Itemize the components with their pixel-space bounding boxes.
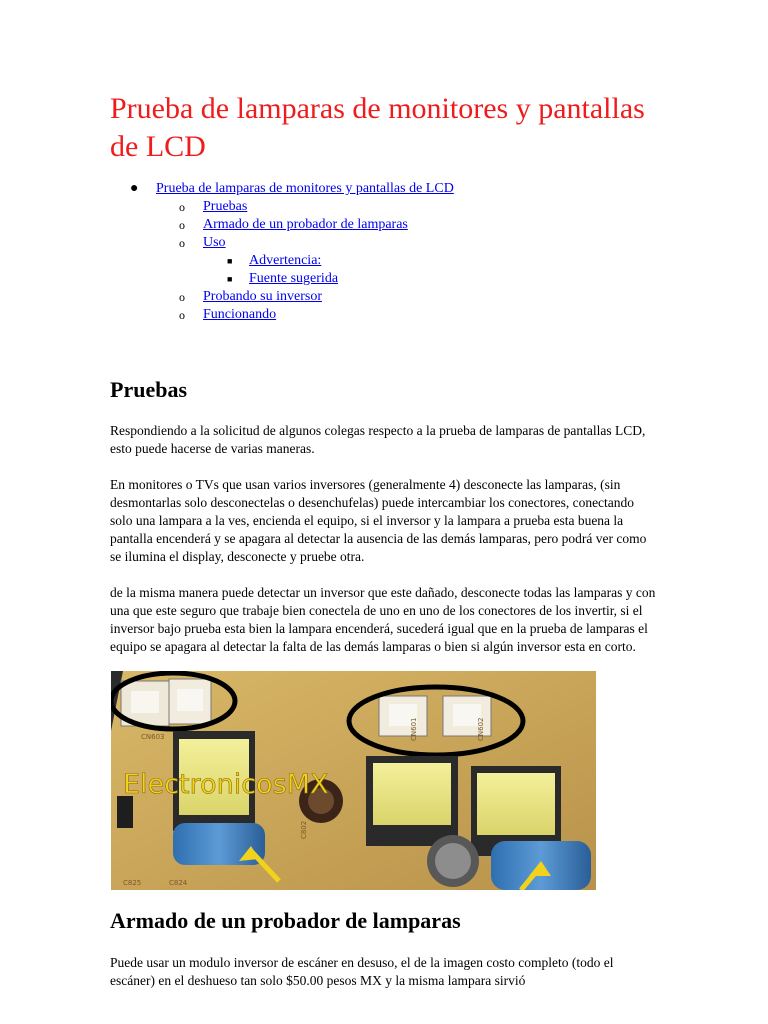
section-heading-pruebas: Pruebas bbox=[110, 377, 187, 402]
toc-item bbox=[110, 180, 454, 198]
page-title: Prueba de lamparas de monitores y pantallas de LCD bbox=[110, 92, 645, 163]
toc-item bbox=[110, 234, 454, 252]
bullet-circle-icon: o bbox=[179, 290, 185, 304]
paragraph: En monitores o TVs que usan varios inversores (generalmente 4) desconecte las lamparas, (sin desmontarlas solo desconectelas o desenchufelas) puede intercambiar los conectores, conectando solo una lampara a la ves, encienda el equipo, si el inversor y la lampara a prueba esta buena la pantalla encenderá y se apagara al detectar la ausencia de las demás lamparas, pero podrá ver como se ilumina el display, desconecte y pruebe otra. bbox=[110, 477, 647, 564]
bullet-square-icon: ■ bbox=[227, 274, 233, 284]
section-heading-armado: Armado de un probador de lamparas bbox=[110, 908, 461, 933]
toc-item bbox=[110, 306, 454, 324]
paragraph: Puede usar un modulo inversor de escáner en desuso, el de la imagen costo completo (todo el escáner) en el deshueso tan solo $50.00 pesos MX y la misma lampara sirvió bbox=[110, 955, 614, 988]
toc-link-probando[interactable]: Probando su inversor bbox=[203, 289, 322, 304]
toc-link-main[interactable]: Prueba de lamparas de monitores y pantallas de LCD bbox=[156, 181, 454, 196]
toc-item bbox=[110, 252, 454, 270]
paragraph: Respondiendo a la solicitud de algunos colegas respecto a la prueba de lamparas de pantallas LCD, esto puede hacerse de varias maneras. bbox=[110, 423, 646, 456]
toc-link-funcionando[interactable]: Funcionando bbox=[203, 307, 277, 322]
toc-link-armado[interactable]: Armado de un probador de lamparas bbox=[203, 217, 408, 232]
toc-item bbox=[110, 270, 454, 288]
toc-item bbox=[110, 216, 454, 234]
bullet-square-icon: ■ bbox=[227, 256, 233, 266]
bullet-disc-icon: ● bbox=[130, 181, 139, 196]
silk-label: C825 bbox=[123, 879, 142, 887]
silk-label: C824 bbox=[169, 879, 188, 887]
toc-link-uso[interactable]: Uso bbox=[203, 235, 226, 250]
bullet-circle-icon: o bbox=[179, 200, 185, 214]
silk-label: CN602 bbox=[477, 717, 485, 741]
toc-link-fuente[interactable]: Fuente sugerida bbox=[249, 271, 339, 286]
bullet-circle-icon: o bbox=[179, 236, 185, 250]
bullet-circle-icon: o bbox=[179, 308, 185, 322]
toc-link-advertencia[interactable]: Advertencia: bbox=[249, 253, 322, 268]
bullet-circle-icon: o bbox=[179, 218, 185, 232]
inverter-board-photo bbox=[111, 671, 596, 890]
watermark-text: ElectronicosMX bbox=[123, 769, 329, 800]
toc-item bbox=[110, 198, 454, 216]
silk-label: C802 bbox=[300, 820, 308, 839]
table-of-contents bbox=[110, 180, 454, 324]
silk-label: CN603 bbox=[141, 733, 165, 741]
toc-link-pruebas[interactable]: Pruebas bbox=[203, 199, 248, 214]
silk-label: CN601 bbox=[410, 717, 418, 741]
toc-item bbox=[110, 288, 454, 306]
paragraph: de la misma manera puede detectar un inversor que este dañado, desconecte todas las lamparas y con una que este seguro que trabaje bien conectela de uno en uno de los conectores de los invertir, si el inversor bajo prueba esta bien la lampara encenderá, sucederá igual que en la prueba de lamparas el equipo se apagara al detectar la falta de las demás lamparas o bien si algún inversor esta en corto. bbox=[110, 585, 656, 654]
